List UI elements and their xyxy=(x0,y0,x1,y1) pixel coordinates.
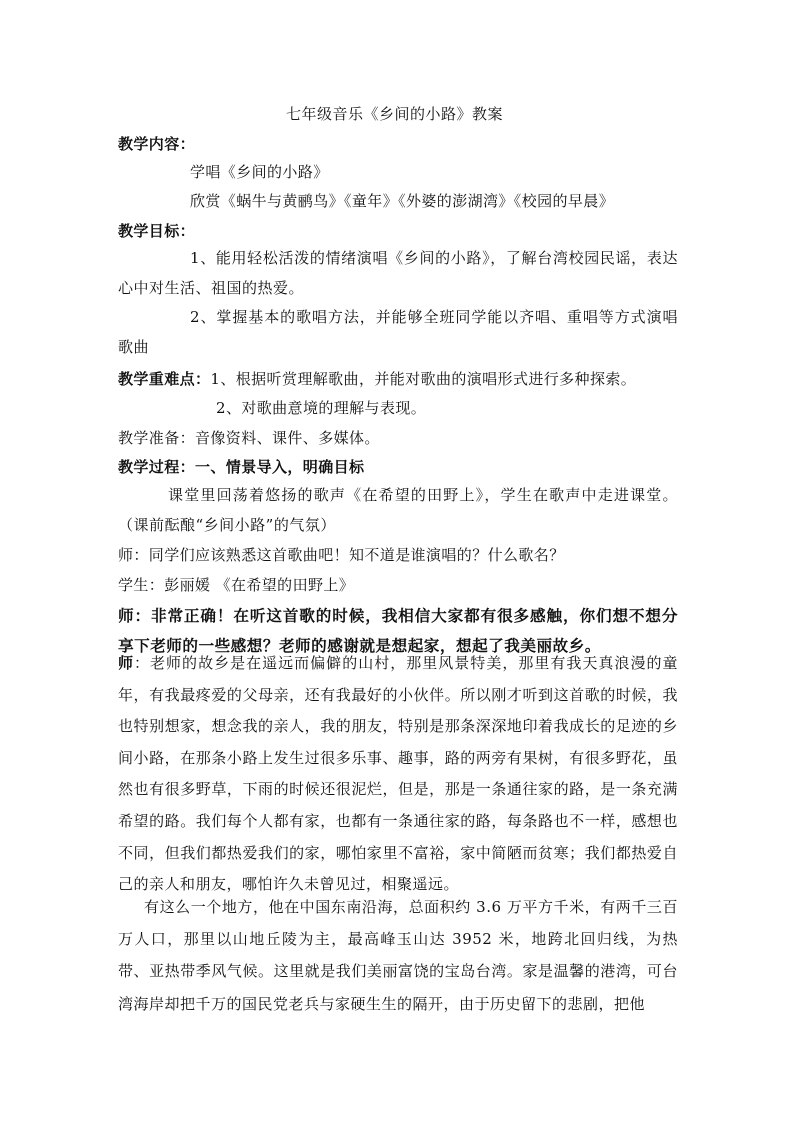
key-heading: 教学重难点： xyxy=(118,370,211,388)
teacher-label: 师 xyxy=(118,654,135,672)
process-heading: 教学过程：一、情景导入，明确目标 xyxy=(118,458,365,476)
key-point-2: 2、对歌曲意境的理解与表现。 xyxy=(216,399,427,417)
preparation: 教学准备：音像资料、课件、多媒体。 xyxy=(118,429,380,447)
goal-2: 2、掌握基本的歌唱方法，并能够全班同学能以齐唱、重唱等方式演唱歌曲 xyxy=(118,308,678,356)
goal-1: 1、能用轻松活泼的情绪演唱《乡间的小路》，了解台湾校园民谣，表达心中对生活、祖国的热爱。 xyxy=(118,249,678,297)
content-item-2: 欣赏《蜗牛与黄鹂鸟》《童年》《外婆的澎湖湾》《校园的早晨》 xyxy=(190,192,615,210)
teacher-response: 师：非常正确！在听这首歌的时候，我相信大家都有很多感触，你们想不想分享下老师的一些感想？老师的感谢就是想起家，想起了我美丽故乡。 xyxy=(118,606,678,655)
key-point-1: 1、根据听赏理解歌曲，并能对歌曲的演唱形式进行多种探索。 xyxy=(210,370,637,388)
student-answer: 学生：彭丽媛 《在希望的田野上》 xyxy=(118,576,355,594)
content-heading: 教学内容： xyxy=(118,135,196,153)
teacher-story-text: ：老师的故乡是在遥远而偏僻的山村，那里风景特美，那里有我天真浪漫的童年，有我最疼爱的父母亲，还有我最好的小伙伴。所以刚才听到这首歌的时候，我也特别想家，想念我的亲人，我的朋友，特别是那条深深地印着我成长的足迹的乡间小路，在那条小路上发生过很多乐事、趣事，路的两旁有果树，有很多野花，虽然也有很多野草，下雨的时候还很泥烂，但是，那是一条通往家的路，是一条充满希望的路。我们每个人都有家，也都有一条通往家的路，每条路也不一样，感想也不同，但我们都热爱我们的家，哪怕家里不富裕，家中简陋而贫寒；我们都热爱自己的亲人和朋友，哪怕许久未曾见过，相聚遥远。 xyxy=(118,654,678,894)
teacher-question: 师：同学们应该熟悉这首歌曲吧！知不道是谁演唱的？什么歌名？ xyxy=(118,546,565,564)
teacher-story xyxy=(118,648,678,901)
goals-heading: 教学目标： xyxy=(118,222,196,240)
intro-paragraph: 课堂里回荡着悠扬的歌声《在希望的田野上》，学生在歌声中走进课堂。（课前酝酿“乡间小路”的气氛） xyxy=(118,486,678,534)
document-title: 七年级音乐《乡间的小路》教案 xyxy=(286,105,504,123)
taiwan-paragraph: 有这么一个地方，他在中国东南沿海，总面积约 3.6 万平方千米，有两千三百万人口，那里以山地丘陵为主，最高峰玉山达 3952 米，地跨北回归线，为热带、亚热带季风气候。这里就是我们美丽富饶的宝岛台湾。家是温馨的港湾，可台湾海岸却把千万的国民党老兵与家硬生生的隔开，由于历史留下的悲剧，把他 xyxy=(118,898,678,1013)
content-item-1: 学唱《乡间的小路》 xyxy=(190,163,329,181)
key-points xyxy=(118,369,636,389)
